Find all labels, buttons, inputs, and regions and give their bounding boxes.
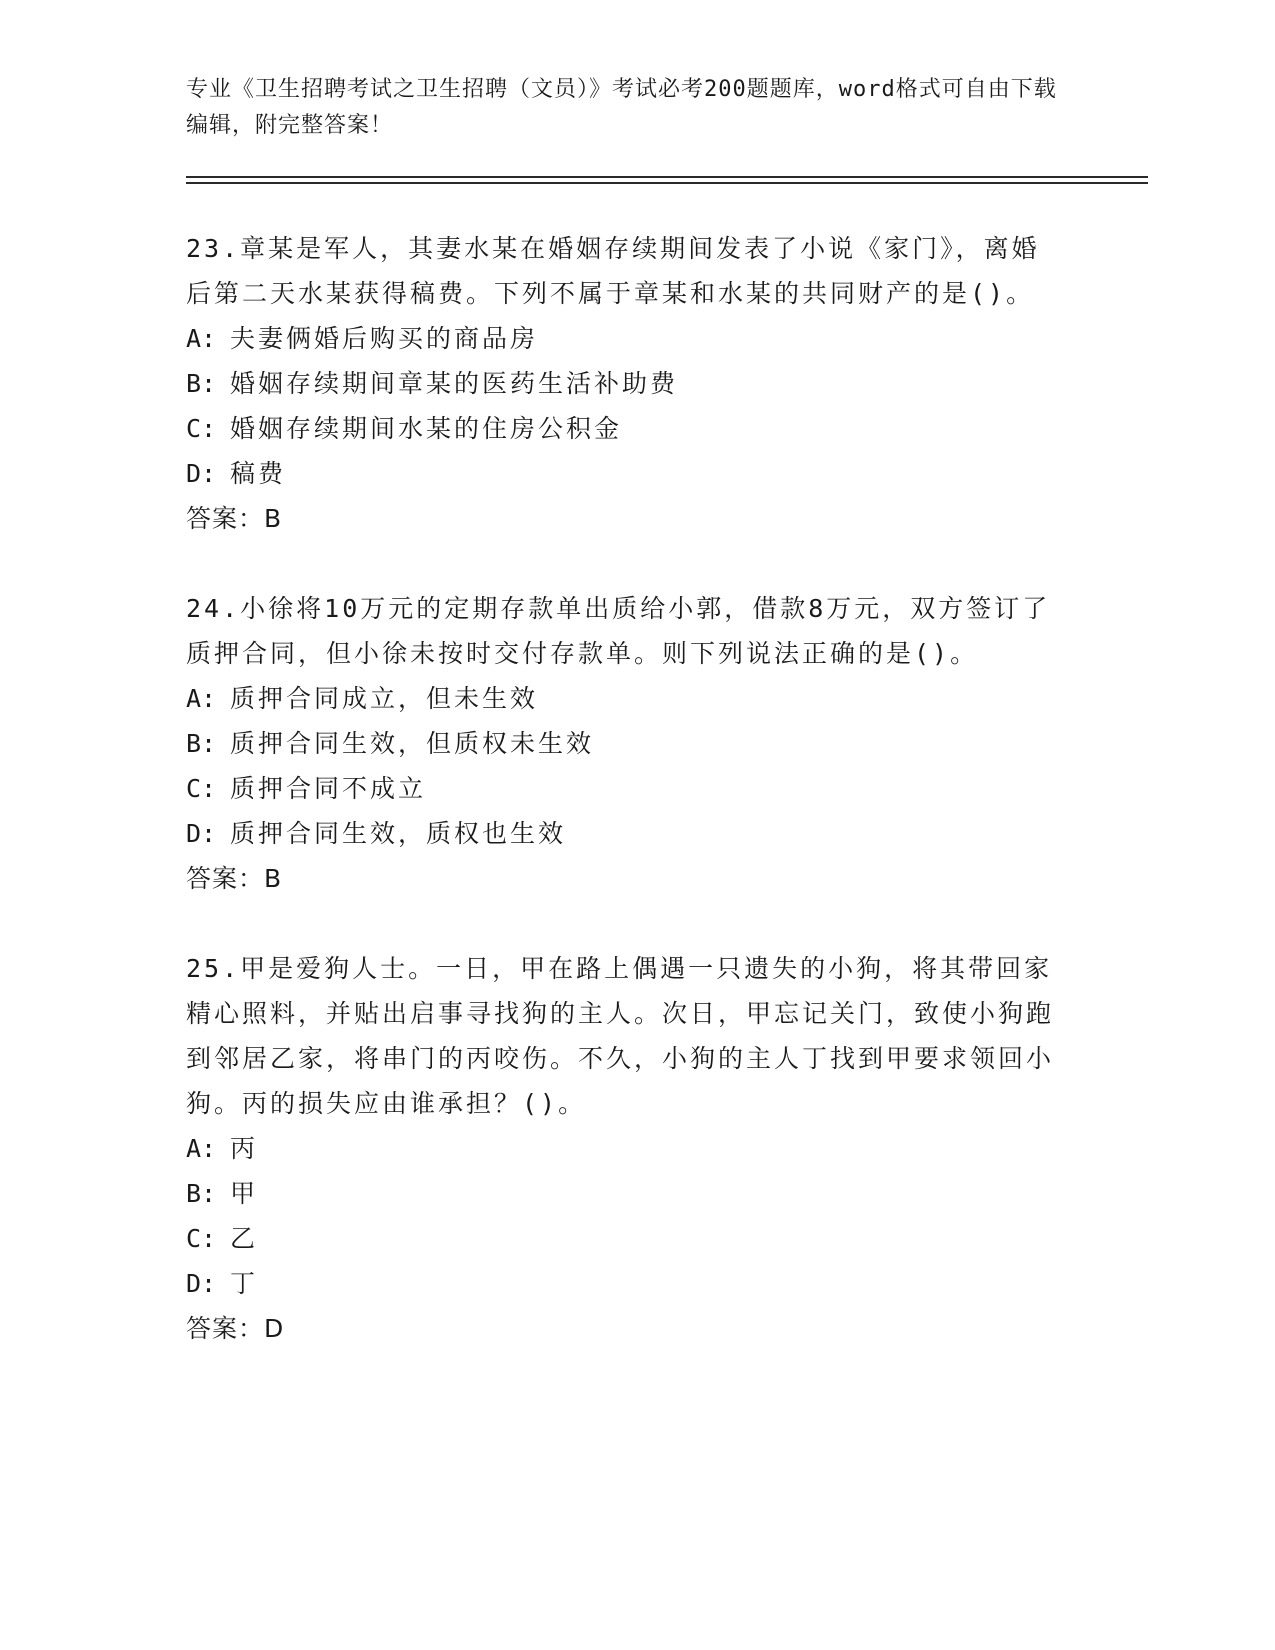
option-letter: C: <box>186 774 217 803</box>
option-text: 质押合同成立，但未生效 <box>230 684 539 713</box>
option-text: 乙 <box>230 1224 259 1253</box>
option-letter: B: <box>186 729 217 758</box>
option-b <box>186 1171 1066 1216</box>
option-letter: A: <box>186 324 217 353</box>
answer-line: 答案：B <box>186 504 283 533</box>
option-letter: D: <box>186 1269 217 1298</box>
question-block-25 <box>186 946 1066 1351</box>
question-stem: 24.小徐将10万元的定期存款单出质给小郭，借款8万元，双方签订了质押合同，但小徐未按时交付存款单。则下列说法正确的是()。 <box>186 594 1051 668</box>
option-text: 婚姻存续期间章某的医药生活补助费 <box>230 369 679 398</box>
question-stem: 25.甲是爱狗人士。一日，甲在路上偶遇一只遗失的小狗，将其带回家精心照料，并贴出启事寻找狗的主人。次日，甲忘记关门，致使小狗跑到邻居乙家，将串门的丙咬伤。不久，小狗的主人丁找到甲要求领回小狗。丙的损失应由谁承担？()。 <box>186 954 1055 1118</box>
option-letter: C: <box>186 1224 217 1253</box>
option-a <box>186 676 1066 721</box>
option-text: 质押合同生效，质权也生效 <box>230 819 567 848</box>
option-b <box>186 721 1066 766</box>
option-text: 婚姻存续期间水某的住房公积金 <box>230 414 623 443</box>
option-letter: C: <box>186 414 217 443</box>
header-divider-top <box>186 176 1148 178</box>
option-text: 稿费 <box>230 459 287 488</box>
option-c <box>186 766 1066 811</box>
question-block-23 <box>186 226 1066 541</box>
option-text: 夫妻俩婚后购买的商品房 <box>230 324 539 353</box>
option-letter: A: <box>186 684 217 713</box>
option-d <box>186 1261 1066 1306</box>
header-divider-bottom <box>186 182 1148 184</box>
option-b <box>186 361 1066 406</box>
option-c <box>186 1216 1066 1261</box>
option-letter: B: <box>186 1179 217 1208</box>
option-text: 丙 <box>230 1134 259 1163</box>
option-d <box>186 811 1066 856</box>
option-c <box>186 406 1066 451</box>
question-block-24 <box>186 586 1066 901</box>
answer-line: 答案：B <box>186 864 283 893</box>
option-a <box>186 1126 1066 1171</box>
option-d <box>186 451 1066 496</box>
option-letter: D: <box>186 819 217 848</box>
answer-line: 答案：D <box>186 1314 285 1343</box>
option-a <box>186 316 1066 361</box>
option-text: 丁 <box>230 1269 259 1298</box>
option-letter: D: <box>186 459 217 488</box>
option-letter: A: <box>186 1134 217 1163</box>
option-text: 质押合同生效，但质权未生效 <box>230 729 595 758</box>
document-header: 专业《卫生招聘考试之卫生招聘（文员）》考试必考200题题库，word格式可自由下载编辑，附完整答案！ <box>186 77 1057 138</box>
option-text: 质押合同不成立 <box>230 774 427 803</box>
option-text: 甲 <box>230 1179 259 1208</box>
question-stem: 23.章某是军人，其妻水某在婚姻存续期间发表了小说《家门》，离婚后第二天水某获得稿费。下列不属于章某和水某的共同财产的是()。 <box>186 234 1040 308</box>
option-letter: B: <box>186 369 217 398</box>
